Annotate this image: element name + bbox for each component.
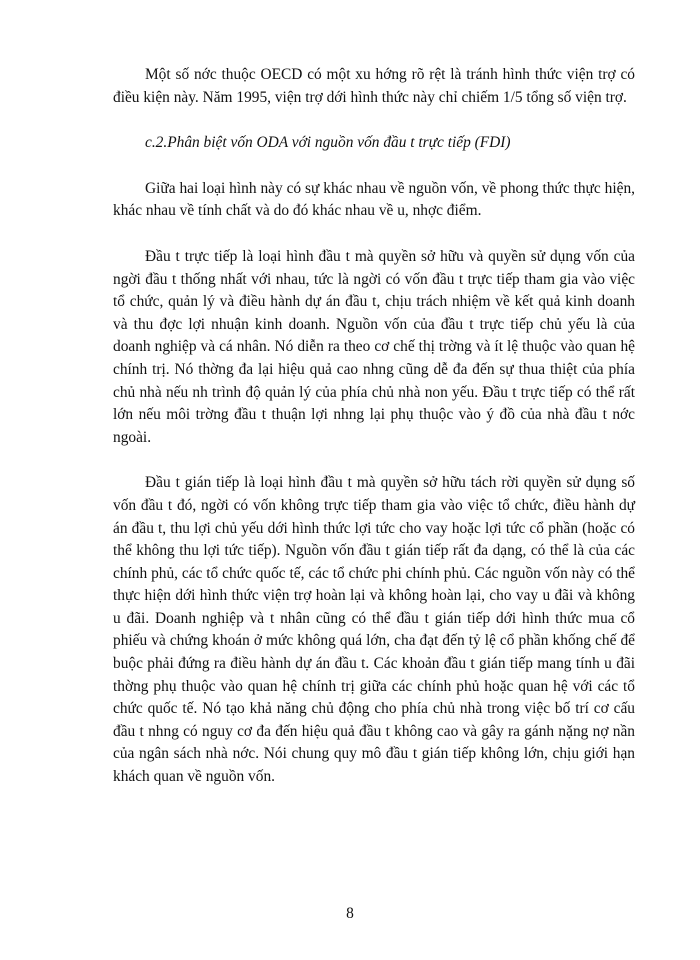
paragraph-indirect-investment: Đầu t gián tiếp là loại hình đầu t mà quyền sở hữu tách rời quyền sử dụng số vốn đầu t đó, ngời có vốn không trực tiếp tham gia vào việc tổ chức, điều hành dự án đầu t, thu lợi chủ yếu dới hình thức lợi tức cho vay hoặc lợi tức cổ phần (hoặc có thể không thu lợi tức tiếp). Nguồn vốn đầu t gián tiếp rất đa dạng, có thể là của các chính phủ, các tổ chức quốc tế, các tổ chức phi chính phủ. Các nguồn vốn này có thể thực hiện dới hình thức viện trợ hoàn lại và không hoàn lại, cho vay u đãi và không u đãi. Doanh nghiệp và t nhân cũng có thể đầu t gián tiếp dới hình thức mua cổ phiếu và chứng khoán ở mức không quá lớn, cha đạt đến tỷ lệ cổ phần khống chế để buộc phải đứng ra điều hành dự án đầu t. Các khoản đầu t gián tiếp mang tính u đãi thờng phụ thuộc vào quan hệ chính trị giữa các chính phủ hoặc quan hệ với các tổ chức quốc tế. Nó tạo khả năng chủ động cho phía chủ nhà trong việc bố trí cơ cấu đầu t nhng có nguy cơ đa đến hiệu quả đầu t không cao và gây ra gánh nặng nợ nần của ngân sách nhà nớc. Nói chung quy mô đầu t gián tiếp không lớn, chịu giới hạn khách quan về nguồn vốn. — [113, 474, 635, 786]
document-body — [113, 64, 635, 812]
paragraph-oecd-aid: Một số nớc thuộc OECD có một xu hớng rõ rệt là tránh hình thức viện trợ có điều kiện này. Năm 1995, viện trợ dới hình thức này chỉ chiếm 1/5 tổng số viện trợ. — [113, 66, 635, 106]
paragraph-direct-investment: Đầu t trực tiếp là loại hình đầu t mà quyền sở hữu và quyền sử dụng vốn của ngời đầu t thống nhất với nhau, tức là ngời có vốn đầu t trực tiếp tham gia vào việc tổ chức, quản lý và điều hành dự án đầu t, chịu trách nhiệm về kết quả kinh doanh và thu đợc lợi nhuận kinh doanh. Nguồn vốn của đầu t trực tiếp chủ yếu là của doanh nghiệp và cá nhân. Nó diễn ra theo cơ chế thị trờng và ít lệ thuộc vào quan hệ chính trị. Nó thờng đa lại hiệu quả cao nhng cũng dễ đa đến sự thua thiệt của phía chủ nhà nếu nh trình độ quản lý của phía chủ nhà non yếu. Đầu t trực tiếp có thể rất lớn nếu môi trờng đầu t thuận lợi nhng lại phụ thuộc vào ý đồ của nhà đầu t nớc ngoài. — [113, 247, 635, 446]
page-number: 8 — [346, 905, 354, 922]
section-heading: c.2.Phân biệt vốn ODA với nguồn vốn đầu t trực tiếp (FDI) — [145, 134, 511, 152]
paragraph-comparison-intro: Giữa hai loại hình này có sự khác nhau về nguồn vốn, về phong thức thực hiện, khác nhau về tính chất và do đó khác nhau về u, nhợc điểm. — [113, 179, 635, 220]
